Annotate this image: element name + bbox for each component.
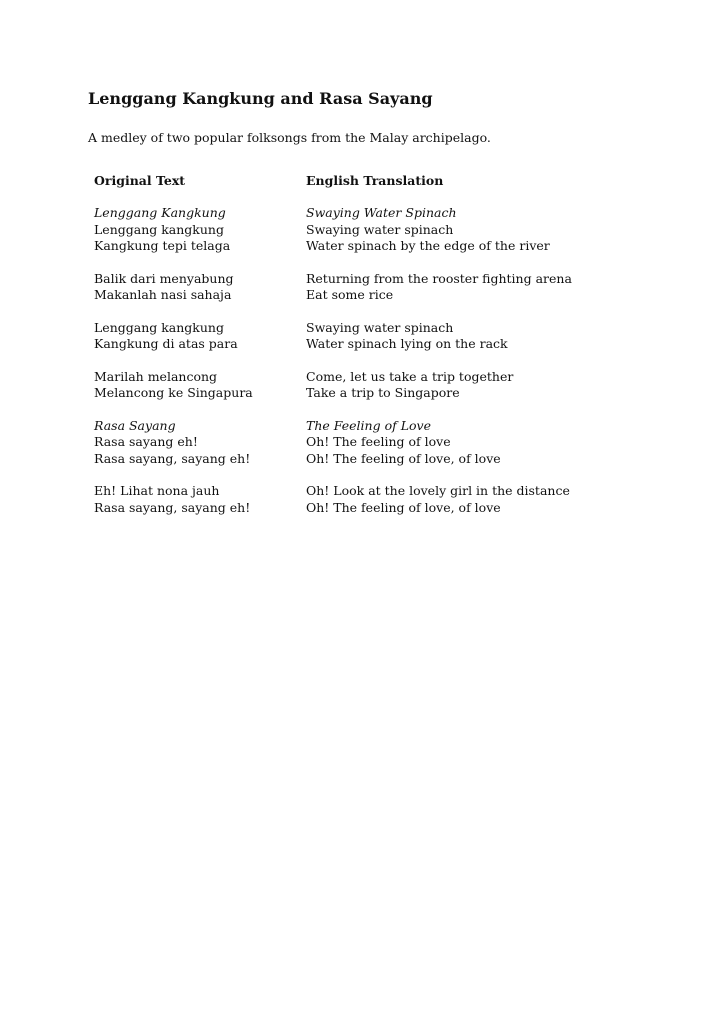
document-title: Lenggang Kangkung and Rasa Sayang <box>88 89 433 108</box>
translation-line: Take a trip to Singapore <box>306 385 460 400</box>
translation-stanza-1 <box>306 205 606 255</box>
translation-stanza-5 <box>306 418 606 468</box>
english-translation-header: English Translation <box>306 173 444 188</box>
translation-stanza-2 <box>306 271 606 304</box>
translation-line: Water spinach by the edge of the river <box>306 238 550 253</box>
original-song-title: Lenggang Kangkung <box>94 205 226 220</box>
original-text-header: Original Text <box>94 173 186 188</box>
original-stanza-6 <box>94 483 294 516</box>
translation-line: Come, let us take a trip together <box>306 368 514 384</box>
original-line: Rasa sayang, sayang eh! <box>94 499 251 515</box>
translation-line: Oh! The feeling of love, of love <box>306 450 501 466</box>
translation-line: Oh! Look at the lovely girl in the distance <box>306 483 570 498</box>
translation-line: Returning from the rooster fighting arena <box>306 270 572 286</box>
original-stanza-4 <box>94 369 294 402</box>
original-line: Marilah melancong <box>94 368 218 384</box>
translation-song-title: The Feeling of Love <box>306 417 431 433</box>
translation-line: Oh! The feeling of love <box>306 434 451 449</box>
original-line: Balik dari menyabung <box>94 270 234 286</box>
translation-line: Swaying water spinach <box>306 319 454 335</box>
original-stanza-3 <box>94 320 294 353</box>
original-line: Kangkung di atas para <box>94 336 238 351</box>
translation-line: Water spinach lying on the rack <box>306 336 508 351</box>
original-line: Eh! Lihat nona jauh <box>94 483 220 498</box>
original-line: Lenggang kangkung <box>94 221 224 237</box>
original-line: Kangkung tepi telaga <box>94 238 231 253</box>
original-stanza-1 <box>94 205 294 255</box>
original-text-column <box>94 172 294 532</box>
original-line: Lenggang kangkung <box>94 319 224 335</box>
original-stanza-2 <box>94 271 294 304</box>
document-subtitle: A medley of two popular folksongs from the Malay archipelago. <box>88 130 491 145</box>
translation-line: Oh! The feeling of love, of love <box>306 499 501 515</box>
original-stanza-5 <box>94 418 294 468</box>
translation-stanza-6 <box>306 483 606 516</box>
original-line: Rasa sayang eh! <box>94 434 198 449</box>
original-line: Rasa sayang, sayang eh! <box>94 450 251 466</box>
translation-stanza-3 <box>306 320 606 353</box>
original-line: Melancong ke Singapura <box>94 385 253 400</box>
translation-line: Eat some rice <box>306 287 394 302</box>
translation-song-title: Swaying Water Spinach <box>306 205 457 220</box>
translation-stanza-4 <box>306 369 606 402</box>
english-translation-column <box>306 172 606 532</box>
original-song-title: Rasa Sayang <box>94 417 176 433</box>
translation-line: Swaying water spinach <box>306 221 454 237</box>
original-line: Makanlah nasi sahaja <box>94 287 232 302</box>
